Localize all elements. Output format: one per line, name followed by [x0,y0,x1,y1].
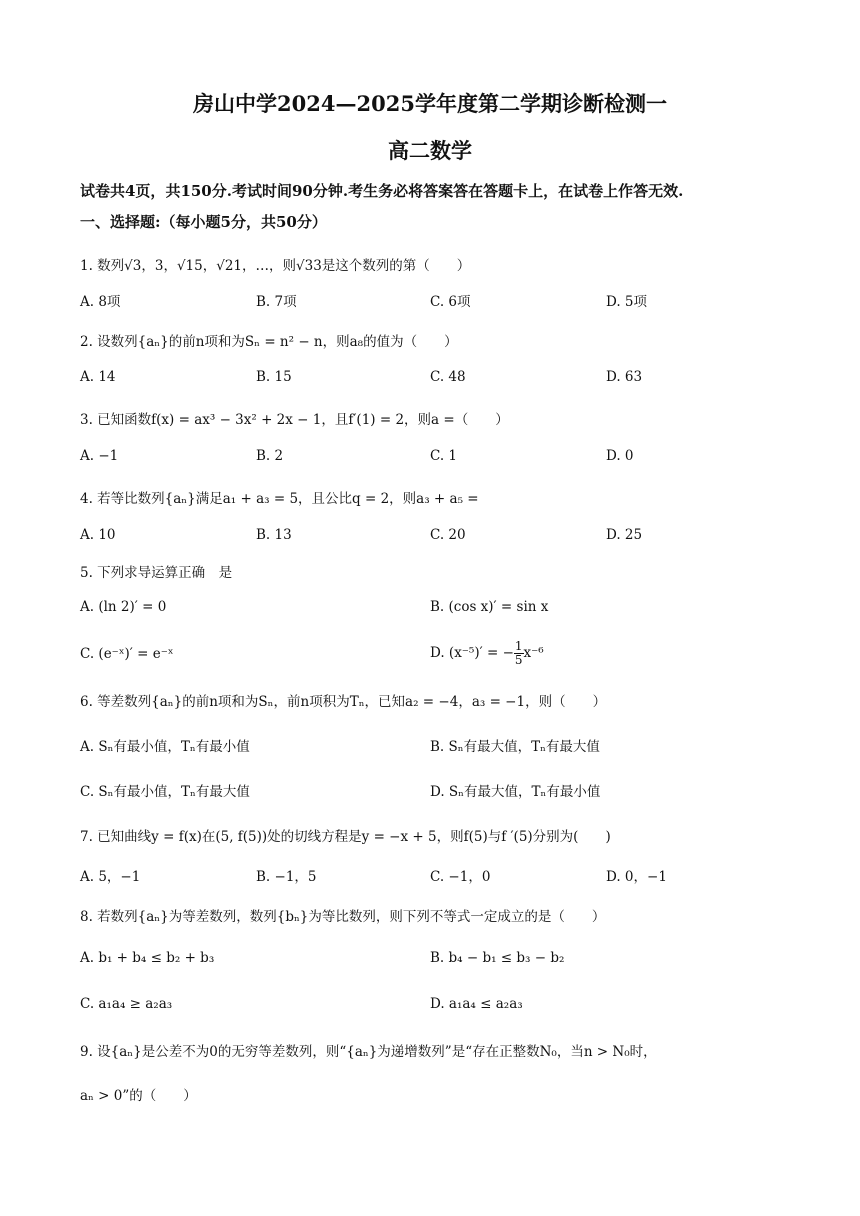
question-1-option-a: A. 8项 [80,294,121,310]
question-4-option-c: C. 20 [430,527,466,543]
question-8-option-d: D. a₁a₄ ≤ a₂a₃ [430,996,523,1012]
question-4-option-a: A. 10 [80,527,116,543]
question-6-option-d: D. Sₙ有最大值，Tₙ有最小值 [430,784,601,800]
question-2-option-c: C. 48 [430,369,466,385]
question-2-option-a: A. 14 [80,369,116,385]
question-6-option-c: C. Sₙ有最小值，Tₙ有最大值 [80,784,250,800]
question-1-option-b: B. 7项 [256,294,297,310]
question-1-option-c: C. 6项 [430,294,471,310]
exam-subtitle: 高二数学 [388,138,472,163]
question-5-option-a: A. (ln 2)′ = 0 [80,599,167,615]
question-1-option-d: D. 5项 [606,294,648,310]
question-1-stem: 1. 数列√3，3，√15，√21，…，则√33是这个数列的第（ ） [80,258,471,274]
question-5-option-b: B. (cos x)′ = sin x [430,599,549,615]
question-3-option-c: C. 1 [430,448,458,464]
question-7-option-a: A. 5，−1 [80,869,141,885]
exam-title: 房山中学2024—2025学年度第二学期诊断检测一 [193,91,667,116]
question-6-option-a: A. Sₙ有最小值，Tₙ有最小值 [80,739,250,755]
question-2-option-d: D. 63 [606,369,643,385]
question-8-option-b: B. b₄ − b₁ ≤ b₃ − b₂ [430,950,565,966]
question-5-stem: 5. 下列求导运算正确 是 [80,565,233,581]
question-3-option-b: B. 2 [256,448,284,464]
question-4-option-d: D. 25 [606,527,643,543]
question-2-stem: 2. 设数列{aₙ}的前n项和为Sₙ = n² − n，则a₈的值为（ ） [80,334,458,350]
question-5-option-c: C. (e⁻ˣ)′ = e⁻ˣ [80,646,174,662]
question-7-option-d: D. 0，−1 [606,869,667,885]
question-5-option-d-tail: x⁻⁶ [523,645,544,661]
question-4-stem: 4. 若等比数列{aₙ}满足a₁ + a₃ = 5，且公比q = 2，则a₃ + a₅ = [80,491,479,507]
question-5-option-d-text: D. (x⁻⁵)′ = − [430,645,514,661]
question-8-stem: 8. 若数列{aₙ}为等差数列，数列{bₙ}为等比数列，则下列不等式一定成立的是（ ） [80,909,606,925]
exam-notice: 试卷共4页，共150分.考试时间90分钟.考生务必将答案答在答题卡上，在试卷上作答无效. [80,182,684,200]
question-5-option-d [430,640,544,667]
question-8-option-a: A. b₁ + b₄ ≤ b₂ + b₃ [80,950,215,966]
fraction-numerator: 1 [514,639,523,653]
question-7-option-b: B. −1，5 [256,869,317,885]
question-8-option-c: C. a₁a₄ ≥ a₂a₃ [80,996,173,1012]
question-9-stem: 9. 设{aₙ}是公差不为0的无穷等差数列，则“{aₙ}为递增数列”是“存在正整数N₀，当n > N₀时， [80,1044,657,1060]
question-6-option-b: B. Sₙ有最大值，Tₙ有最大值 [430,739,600,755]
section-heading: 一、选择题:（每小题5分，共50分） [80,213,327,231]
fraction-denominator: 5 [514,653,523,667]
question-7-stem: 7. 已知曲线y = f(x)在(5, f(5))处的切线方程是y = −x + 5，则f(5)与f ′(5)分别为( ) [80,829,611,845]
question-3-option-d: D. 0 [606,448,634,464]
question-7-option-c: C. −1，0 [430,869,491,885]
question-3-stem: 3. 已知函数f(x) = ax³ − 3x² + 2x − 1，且f′(1) = 2，则a =（ ） [80,412,509,428]
question-4-option-b: B. 13 [256,527,292,543]
question-6-stem: 6. 等差数列{aₙ}的前n项和为Sₙ，前n项积为Tₙ，已知a₂ = −4，a₃ = −1，则（ ） [80,694,607,710]
question-3-option-a: A. −1 [80,448,119,464]
question-2-option-b: B. 15 [256,369,292,385]
question-9-stem-continued: aₙ > 0”的（ ） [80,1088,197,1104]
fraction [514,640,524,667]
